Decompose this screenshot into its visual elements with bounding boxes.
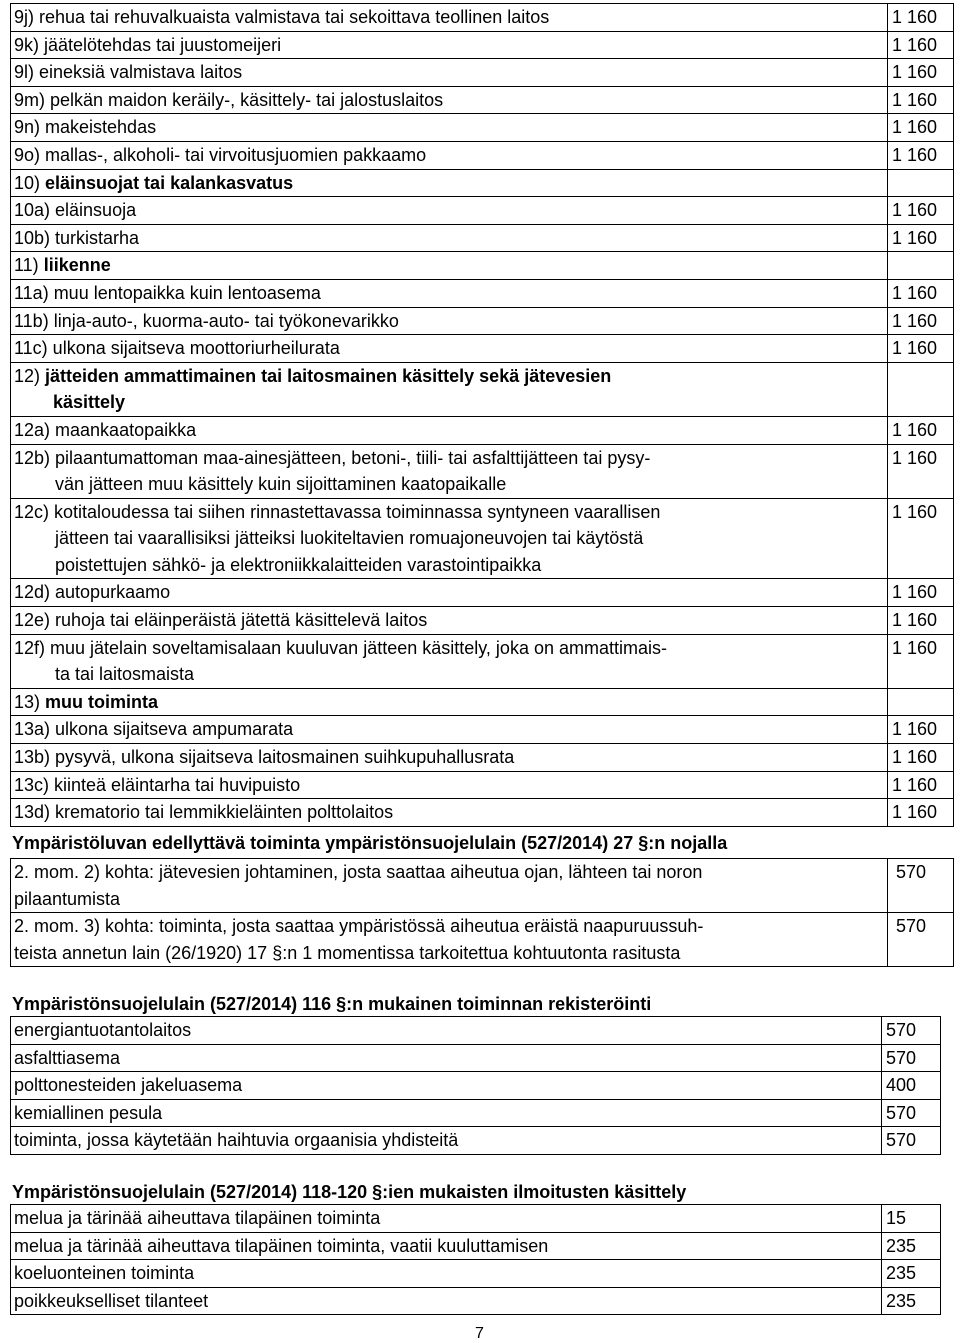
fee-value <box>888 169 954 197</box>
fee-value: 1 160 <box>888 744 954 772</box>
fee-value: 235 <box>882 1287 941 1315</box>
fee-value: 15 <box>882 1205 941 1233</box>
table-row <box>11 335 954 363</box>
fee-value: 1 160 <box>888 335 954 363</box>
activity-label: 9n) makeistehdas <box>11 114 888 142</box>
activity-label: 12d) autopurkaamo <box>11 579 888 607</box>
section-title: Ympäristönsuojelulain (527/2014) 118-120 §:ien mukaisten ilmoitusten käsittely <box>12 1182 687 1202</box>
category-row <box>11 362 954 416</box>
table-row <box>11 1127 941 1155</box>
activity-label-line: vän jätteen muu käsittely kuin sijoittaminen kaatopaikalle <box>55 474 507 495</box>
activity-label-line: pilaantumista <box>14 888 121 909</box>
activity-label-line: 12c) kotitaloudessa tai siihen rinnastettavassa toiminnassa syntyneen vaarallisen <box>14 501 661 522</box>
section-title: Ympäristöluvan edellyttävä toiminta ympäristönsuojelulain (527/2014) 27 §:n nojalla <box>12 833 728 853</box>
activity-label: 13c) kiinteä eläintarha tai huvipuisto <box>11 771 888 799</box>
fee-value: 1 160 <box>888 416 954 444</box>
fee-value: 570 <box>882 1017 941 1045</box>
table-row <box>11 59 954 87</box>
table-row <box>11 799 954 827</box>
fee-value: 1 160 <box>888 141 954 169</box>
fee-value: 1 160 <box>888 444 954 498</box>
section-title: Ympäristönsuojelulain (527/2014) 116 §:n mukainen toiminnan rekisteröinti <box>12 994 652 1014</box>
category-title: liikenne <box>43 255 111 276</box>
fee-table-registration <box>10 1016 941 1155</box>
activity-label: kemiallinen pesula <box>11 1099 882 1127</box>
activity-label <box>11 634 888 688</box>
table-row <box>11 197 954 225</box>
fee-value: 1 160 <box>888 114 954 142</box>
table-row <box>11 1072 941 1100</box>
activity-label: 9k) jäätelötehdas tai juustomeijeri <box>11 31 888 59</box>
fee-value: 570 <box>888 859 954 913</box>
fee-table-permit <box>10 858 954 967</box>
category-row <box>11 688 954 716</box>
fee-value: 235 <box>882 1232 941 1260</box>
table-row <box>11 141 954 169</box>
table-row <box>11 416 954 444</box>
activity-label: poikkeukselliset tilanteet <box>11 1287 882 1315</box>
activity-label-line: 2. mom. 3) kohta: toiminta, josta saattaa ympäristössä aiheutua eräistä naapuruussuh- <box>14 916 704 937</box>
activity-label: 11a) muu lentopaikka kuin lentoasema <box>11 279 888 307</box>
fee-value: 1 160 <box>888 579 954 607</box>
activity-label-line: poistettujen sähkö- ja elektroniikkalaitteiden varastointipaikka <box>55 554 542 575</box>
fee-value: 235 <box>882 1260 941 1288</box>
fee-value: 1 160 <box>888 307 954 335</box>
category-row <box>11 252 954 280</box>
activity-label <box>11 913 888 967</box>
fee-value: 400 <box>882 1072 941 1100</box>
activity-label: 9l) eineksiä valmistava laitos <box>11 59 888 87</box>
fee-value: 1 160 <box>888 279 954 307</box>
table-row <box>11 913 954 967</box>
fee-value: 570 <box>882 1127 941 1155</box>
fee-value: 1 160 <box>888 634 954 688</box>
activity-label <box>11 498 888 579</box>
category-title: eläinsuojat tai kalankasvatus <box>45 172 294 193</box>
table-row <box>11 579 954 607</box>
category-number: 11) <box>14 255 39 276</box>
activity-label: melua ja tärinää aiheuttava tilapäinen toiminta, vaatii kuuluttamisen <box>11 1232 882 1260</box>
table-row <box>11 279 954 307</box>
activity-label: 13d) krematorio tai lemmikkieläinten polttolaitos <box>11 799 888 827</box>
activity-label: 9o) mallas-, alkoholi- tai virvoitusjuomien pakkaamo <box>11 141 888 169</box>
activity-label: 11c) ulkona sijaitseva moottoriurheilurata <box>11 335 888 363</box>
table-row <box>11 859 954 913</box>
activity-label-line: teista annetun lain (26/1920) 17 §:n 1 momentissa tarkoitettua kohtuutonta rasitusta <box>14 942 681 963</box>
fee-value: 570 <box>882 1099 941 1127</box>
category-number: 10) <box>14 172 41 193</box>
table-row <box>11 1099 941 1127</box>
activity-label: polttonesteiden jakeluasema <box>11 1072 882 1100</box>
fee-value <box>888 252 954 280</box>
category-heading <box>11 688 888 716</box>
fee-value: 1 160 <box>888 771 954 799</box>
category-title: jätteiden ammattimainen tai laitosmainen käsittely sekä jätevesien <box>45 365 612 386</box>
fee-value: 1 160 <box>888 716 954 744</box>
fee-table-main <box>10 3 954 827</box>
table-row <box>11 1260 941 1288</box>
fee-table-notifications <box>10 1204 941 1315</box>
table-row <box>11 1287 941 1315</box>
category-heading <box>11 169 888 197</box>
table-row <box>11 1044 941 1072</box>
activity-label: 9m) pelkän maidon keräily-, käsittely- tai jalostuslaitos <box>11 86 888 114</box>
fee-value: 1 160 <box>888 59 954 87</box>
activity-label: 10b) turkistarha <box>11 224 888 252</box>
table-row <box>11 716 954 744</box>
activity-label: koeluonteinen toiminta <box>11 1260 882 1288</box>
table-row <box>11 4 954 32</box>
activity-label: 13b) pysyvä, ulkona sijaitseva laitosmainen suihkupuhallusrata <box>11 744 888 772</box>
table-row <box>11 224 954 252</box>
category-title-continued: käsittely <box>53 392 126 413</box>
activity-label: 10a) eläinsuoja <box>11 197 888 225</box>
table-row <box>11 771 954 799</box>
fee-value: 1 160 <box>888 197 954 225</box>
activity-label: toiminta, jossa käytetään haihtuvia orgaanisia yhdisteitä <box>11 1127 882 1155</box>
activity-label: 11b) linja-auto-, kuorma-auto- tai työkonevarikko <box>11 307 888 335</box>
fee-value: 1 160 <box>888 607 954 635</box>
activity-label: 12a) maankaatopaikka <box>11 416 888 444</box>
fee-value: 1 160 <box>888 86 954 114</box>
category-title: muu toiminta <box>45 691 159 712</box>
fee-value: 1 160 <box>888 224 954 252</box>
table-row <box>11 86 954 114</box>
activity-label: 9j) rehua tai rehuvalkuaista valmistava tai sekoittava teollinen laitos <box>11 4 888 32</box>
category-number: 12) <box>14 365 41 386</box>
activity-label <box>11 859 888 913</box>
category-row <box>11 169 954 197</box>
table-row <box>11 1232 941 1260</box>
fee-value: 570 <box>888 913 954 967</box>
category-heading <box>11 252 888 280</box>
fee-value: 1 160 <box>888 799 954 827</box>
table-row <box>11 498 954 579</box>
activity-label: 13a) ulkona sijaitseva ampumarata <box>11 716 888 744</box>
fee-value: 1 160 <box>888 498 954 579</box>
table-row <box>11 444 954 498</box>
table-row <box>11 1205 941 1233</box>
table-row <box>11 114 954 142</box>
table-row <box>11 607 954 635</box>
fee-value: 1 160 <box>888 31 954 59</box>
activity-label-line: ta tai laitosmaista <box>55 664 195 685</box>
table-row <box>11 307 954 335</box>
table-row <box>11 744 954 772</box>
table-row <box>11 634 954 688</box>
fee-value: 1 160 <box>888 4 954 32</box>
activity-label: energiantuotantolaitos <box>11 1017 882 1045</box>
category-heading <box>11 362 888 416</box>
table-row <box>11 1017 941 1045</box>
activity-label <box>11 444 888 498</box>
activity-label: asfalttiasema <box>11 1044 882 1072</box>
page-number: 7 <box>475 1325 484 1342</box>
activity-label-line: 2. mom. 2) kohta: jätevesien johtaminen, josta saattaa aiheutua ojan, lähteen tai noron <box>14 862 703 882</box>
fee-value <box>888 688 954 716</box>
activity-label: 12e) ruhoja tai eläinperäistä jätettä käsittelevä laitos <box>11 607 888 635</box>
activity-label-line: 12f) muu jätelain soveltamisalaan kuuluvan jätteen käsittely, joka on ammattimais- <box>14 637 667 658</box>
category-number: 13) <box>14 691 41 712</box>
activity-label: melua ja tärinää aiheuttava tilapäinen toiminta <box>11 1205 882 1233</box>
activity-label-line: 12b) pilaantumattoman maa-ainesjätteen, betoni-, tiili- tai asfalttijätteen tai pysy- <box>14 447 651 468</box>
fee-value: 570 <box>882 1044 941 1072</box>
activity-label-line: jätteen tai vaarallisiksi jätteiksi luokiteltavien romuajoneuvojen tai käytöstä <box>55 528 644 549</box>
table-row <box>11 31 954 59</box>
fee-value <box>888 362 954 416</box>
